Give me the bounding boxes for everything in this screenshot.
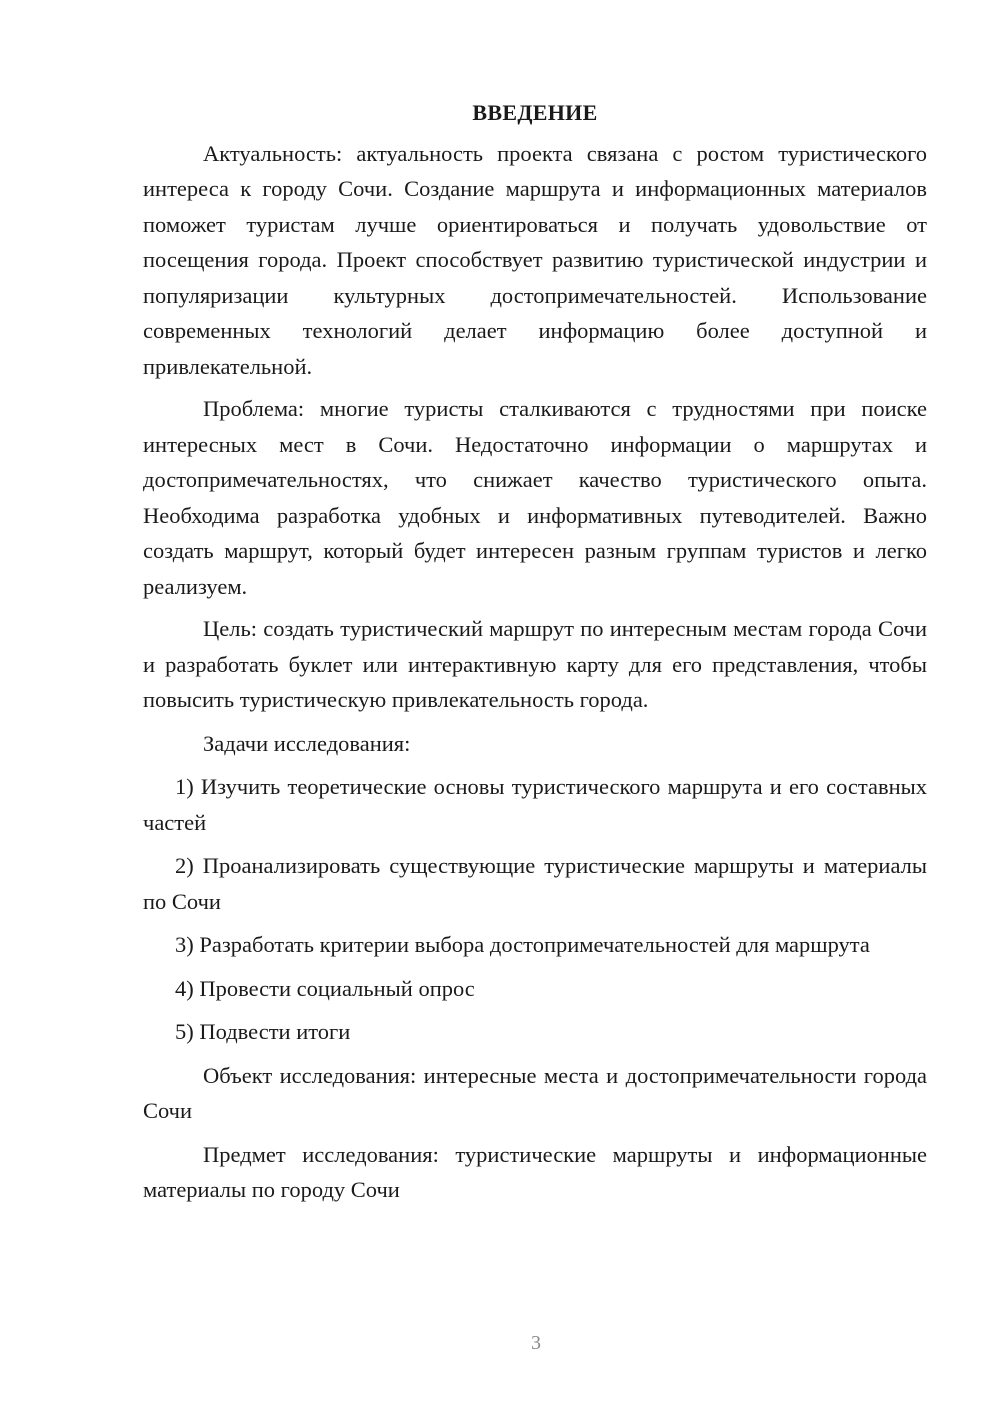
relevance-paragraph: Актуальность: актуальность проекта связана с ростом туристического интереса к городу Сочи. Создание маршрута и информационных материалов поможет туристам лучше ориентироваться и получать удовольствие от посещения города. Проект способствует развитию туристической индустрии и популяризации культурных достопримечательностей. Использование современных технологий делает информацию более доступной и привлекательной. bbox=[143, 140, 927, 379]
object-paragraph: Объект исследования: интересные места и достопримечательности города Сочи bbox=[143, 1062, 927, 1123]
task-item-3: 3) Разработать критерии выбора достопримечательностей для маршрута bbox=[175, 932, 870, 957]
problem-paragraph: Проблема: многие туристы сталкиваются с трудностями при поиске интересных мест в Сочи. Недостаточно информации о маршрутах и достопримечательностях, что снижает качество туристического опыта. Необходима разработка удобных и информативных путеводителей. Важно создать маршрут, который будет интересен разным группам туристов и легко реализуем. bbox=[143, 396, 927, 599]
task-item-1: 1) Изучить теоретические основы туристического маршрута и его составных частей bbox=[143, 774, 927, 835]
tasks-heading: Задачи исследования: bbox=[203, 730, 411, 756]
document-body bbox=[143, 95, 927, 1208]
goal-paragraph: Цель: создать туристический маршрут по интересным местам города Сочи и разработать буклет или интерактивную карту для его представления, чтобы повысить туристическую привлекательность города. bbox=[143, 616, 927, 712]
section-title: ВВЕДЕНИЕ bbox=[472, 100, 598, 125]
task-item-5: 5) Подвести итоги bbox=[175, 1019, 351, 1044]
subject-paragraph: Предмет исследования: туристические маршруты и информационные материалы по городу Сочи bbox=[143, 1141, 927, 1202]
task-item-2: 2) Проанализировать существующие туристические маршруты и материалы по Сочи bbox=[143, 853, 927, 914]
task-item-4: 4) Провести социальный опрос bbox=[175, 975, 475, 1001]
page-number: 3 bbox=[531, 1332, 541, 1354]
